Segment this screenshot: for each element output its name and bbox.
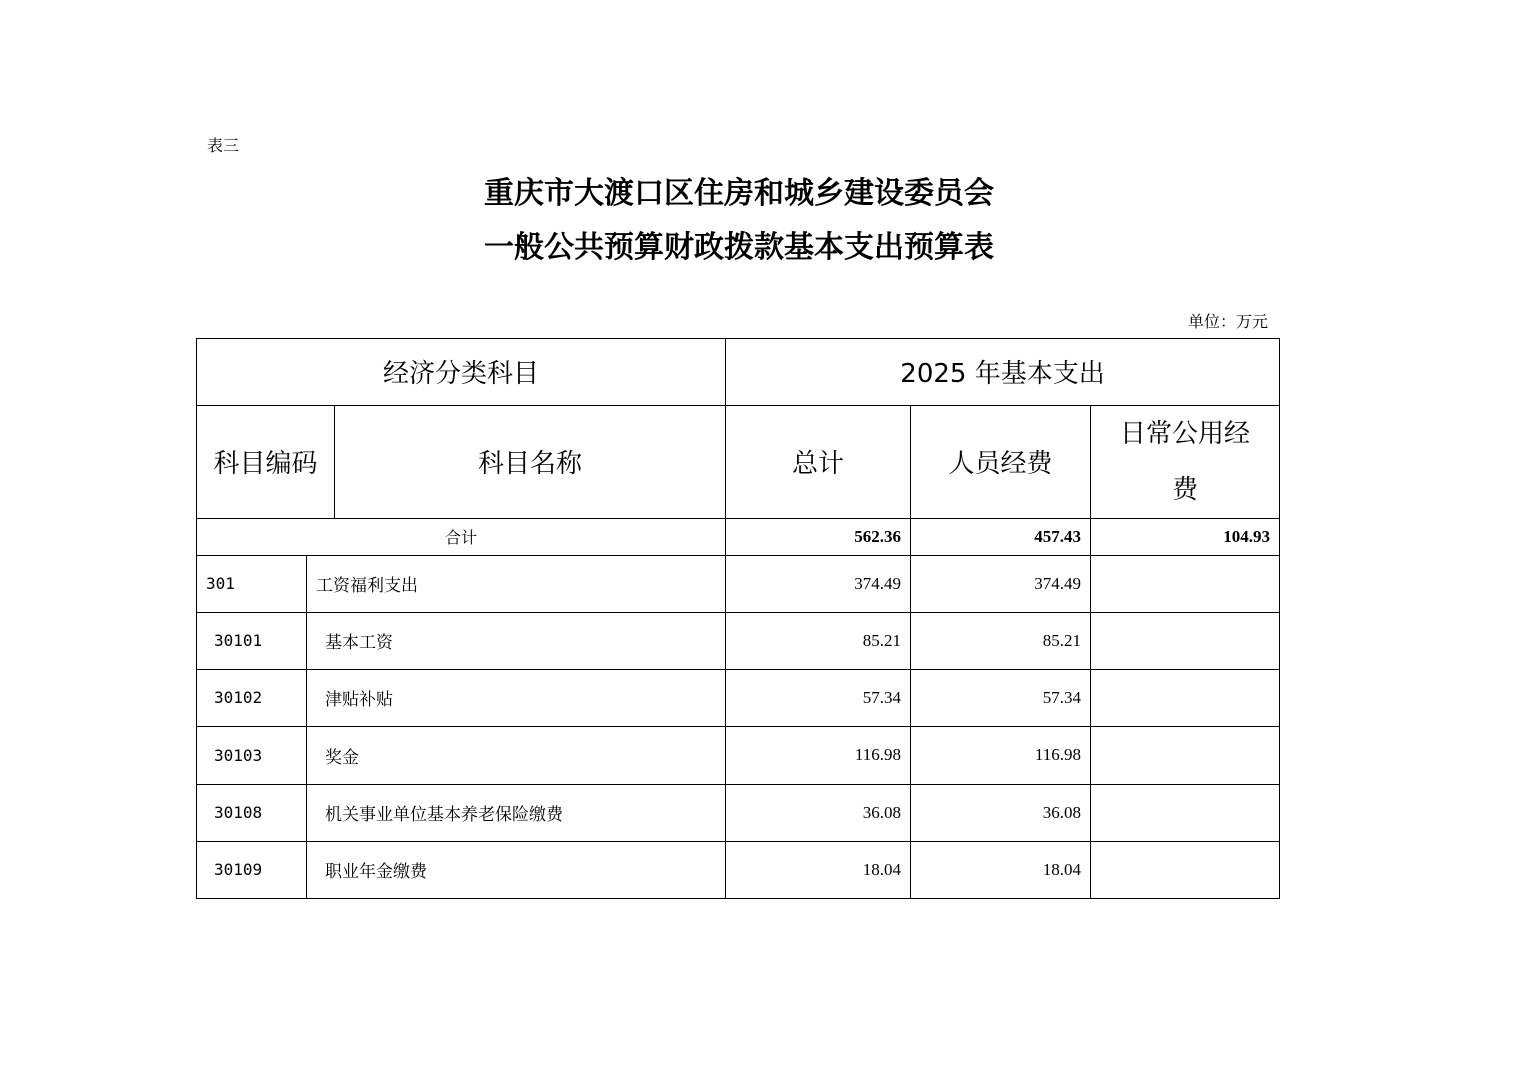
- row-total: 374.49: [854, 573, 901, 593]
- row-public: [1090, 841, 1280, 898]
- summary-personnel: 457.43: [1034, 526, 1081, 546]
- table-border-bottom: [196, 898, 1280, 899]
- row-personnel: 116.98: [1034, 745, 1081, 764]
- row-personnel: 85.21: [1042, 630, 1081, 650]
- header-year-total: 2025 年基本支出: [900, 359, 1105, 389]
- row-personnel: 57.34: [1042, 687, 1081, 707]
- summary-total: 562.36: [854, 526, 901, 546]
- row-total: 36.08: [862, 802, 901, 822]
- row-personnel: 18.04: [1042, 859, 1081, 879]
- header-econ-category: 经济分类科目: [382, 359, 539, 389]
- header-total: 总计: [791, 449, 844, 479]
- header-public-expense: [1090, 405, 1280, 518]
- summary-public: 104.93: [1223, 526, 1270, 546]
- row-code: 30102: [214, 688, 263, 707]
- row-code: 30101: [214, 631, 263, 650]
- row-name: 津贴补贴: [325, 690, 393, 710]
- row-name: 机关事业单位基本养老保险缴费: [325, 805, 563, 825]
- page-title-line-1: 重庆市大渡口区住房和城乡建设委员会: [484, 176, 994, 211]
- page-title-line-2: 一般公共预算财政拨款基本支出预算表: [484, 230, 994, 265]
- unit-label: 单位：万元: [1187, 312, 1268, 331]
- header-name: 科目名称: [477, 449, 582, 479]
- summary-label: 合计: [444, 528, 477, 547]
- row-name: 职业年金缴费: [325, 862, 427, 882]
- table-label: 表三: [207, 136, 240, 155]
- header-code: 科目编码: [213, 449, 318, 479]
- row-total: 18.04: [862, 859, 901, 879]
- row-public: [1090, 669, 1280, 726]
- row-code: 30103: [214, 745, 263, 765]
- row-total: 116.98: [854, 745, 901, 764]
- row-personnel: 36.08: [1042, 802, 1081, 822]
- row-code: 30108: [214, 803, 263, 822]
- row-public: [1090, 784, 1280, 841]
- row-personnel: 374.49: [1034, 573, 1081, 593]
- row-code: 30109: [214, 860, 263, 879]
- header-personnel: 人员经费: [948, 449, 1053, 479]
- header-public-line-2: 费: [1171, 474, 1198, 505]
- row-public: [1090, 726, 1280, 784]
- row-public: [1090, 612, 1280, 669]
- header-public-line-1: 日常公用经: [1119, 418, 1250, 449]
- row-total: 57.34: [862, 687, 901, 707]
- row-name: 基本工资: [325, 633, 393, 653]
- row-public: [1090, 555, 1280, 612]
- row-total: 85.21: [862, 630, 901, 650]
- row-name: 工资福利支出: [316, 576, 418, 596]
- row-code: 301: [206, 574, 235, 593]
- row-name: 奖金: [325, 747, 359, 768]
